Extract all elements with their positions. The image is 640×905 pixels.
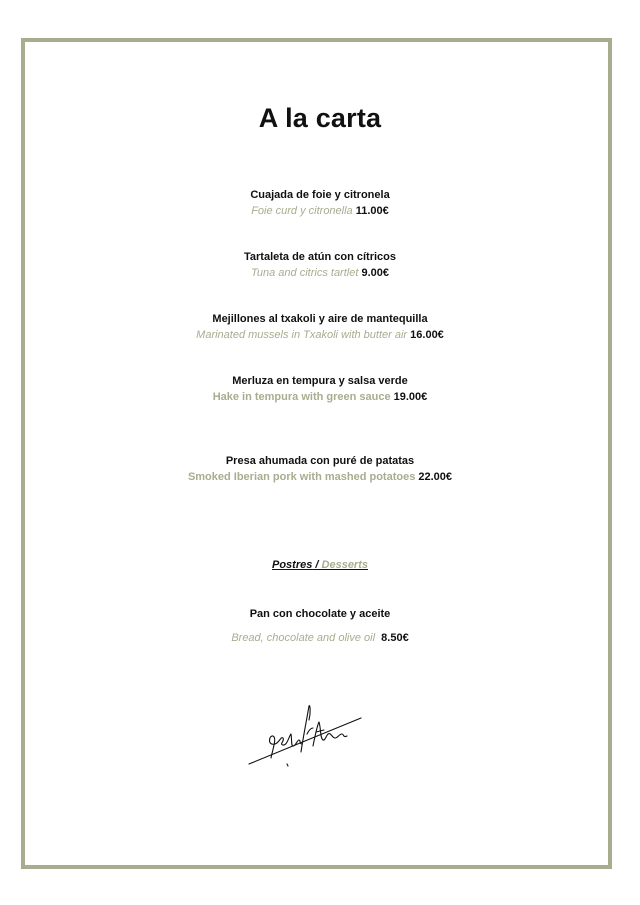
desserts-heading — [0, 559, 640, 571]
dish-line-en — [0, 631, 640, 646]
dish-price: 16.00€ — [410, 329, 444, 341]
dish-name-en: Foie curd y citronella — [251, 205, 353, 217]
section-separator: / — [312, 559, 322, 571]
dish-line-en — [0, 390, 640, 405]
dish-name-en: Marinated mussels in Txakoli with butter air — [196, 329, 408, 341]
menu-item — [0, 188, 640, 219]
dish-name-en: Tuna and citrics tartlet — [251, 267, 359, 279]
dish-name-es: Pan con chocolate y aceite — [249, 608, 391, 620]
dish-line-en — [0, 204, 640, 219]
dish-name-es: Tartaleta de atún con cítricos — [243, 251, 396, 263]
menu-title: A la carta — [258, 103, 382, 133]
dish-name-es: Merluza en tempura y salsa verde — [232, 375, 408, 387]
dish-name-es: Presa ahumada con puré de patatas — [225, 455, 415, 467]
menu-item — [0, 454, 640, 485]
dish-name-en: Bread, chocolate and olive oil — [231, 632, 376, 644]
dish-price: 9.00€ — [361, 267, 389, 279]
menu-item — [0, 312, 640, 343]
dish-price: 19.00€ — [393, 391, 428, 403]
dish-name-en: Hake in tempura with green sauce — [212, 391, 391, 403]
dish-line-en — [0, 266, 640, 281]
section-title-es: Postres — [271, 559, 313, 571]
section-title-en: Desserts — [321, 559, 368, 571]
dish-price: 22.00€ — [418, 471, 453, 483]
menu-item — [0, 250, 640, 281]
dish-name-es: Mejillones al txakoli y aire de mantequilla — [212, 313, 428, 325]
dish-name-es: Cuajada de foie y citronela — [250, 189, 390, 201]
dish-line-en — [0, 328, 640, 343]
dish-price: 8.50€ — [381, 632, 409, 644]
dessert-item — [0, 607, 640, 646]
menu-item — [0, 374, 640, 405]
chef-signature — [243, 700, 368, 770]
dish-line-en — [0, 470, 640, 485]
dish-price: 11.00€ — [355, 205, 389, 217]
dish-name-en: Smoked Iberian pork with mashed potatoes — [187, 471, 416, 483]
